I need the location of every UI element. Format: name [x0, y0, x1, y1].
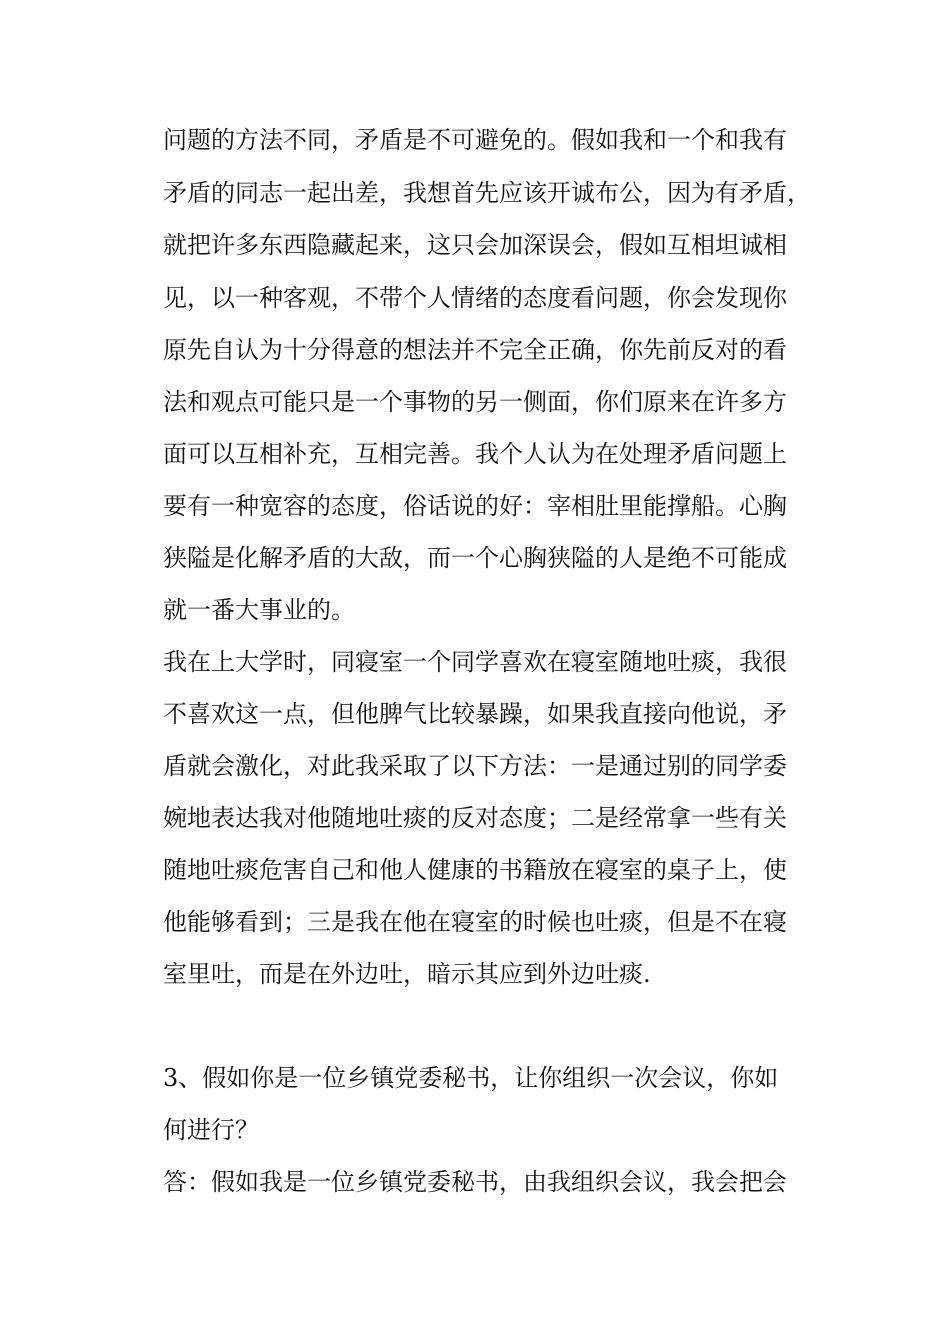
- paragraph-1-line: 原先自认为十分得意的想法并不完全正确，你先前反对的看: [163, 336, 787, 364]
- paragraph-2-line: 随地吐痰危害自己和他人健康的书籍放在寝室的桌子上，使: [163, 856, 787, 884]
- paragraph-2-line: 我在上大学时，同寝室一个同学喜欢在寝室随地吐痰，我很: [163, 648, 787, 676]
- paragraph-2-line: 室里吐，而是在外边吐，暗示其应到外边吐痰.: [163, 960, 651, 988]
- paragraph-1-line: 就一番大事业的。: [163, 596, 355, 624]
- paragraph-2-line: 不喜欢这一点，但他脾气比较暴躁，如果我直接向他说，矛: [163, 700, 787, 728]
- paragraph-2-line: 婉地表达我对他随地吐痰的反对态度；二是经常拿一些有关: [163, 804, 787, 832]
- paragraph-1-line: 要有一种宽容的态度，俗话说的好：宰相肚里能撑船。心胸: [163, 492, 787, 520]
- question-3-line: 何进行？: [163, 1116, 259, 1144]
- paragraph-1-line: 面可以互相补充，互相完善。我个人认为在处理矛盾问题上: [163, 440, 787, 468]
- paragraph-1-line: 狭隘是化解矛盾的大敌，而一个心胸狭隘的人是绝不可能成: [163, 544, 787, 572]
- paragraph-2-line: 盾就会激化，对此我采取了以下方法：一是通过别的同学委: [163, 752, 787, 780]
- answer-3-line: 答：假如我是一位乡镇党委秘书，由我组织会议，我会把会: [163, 1168, 787, 1196]
- paragraph-1-line: 见，以一种客观，不带个人情绪的态度看问题，你会发现你: [163, 284, 787, 312]
- paragraph-1-line: 就把许多东西隐藏起来，这只会加深误会，假如互相坦诚相: [163, 231, 787, 259]
- paragraph-1-line: 矛盾的同志一起出差，我想首先应该开诚布公，因为有矛盾，: [163, 179, 811, 207]
- paragraph-1-line: 法和观点可能只是一个事物的另一侧面，你们原来在许多方: [163, 388, 787, 416]
- paragraph-1-line: 问题的方法不同，矛盾是不可避免的。假如我和一个和我有: [163, 126, 787, 154]
- paragraph-2-line: 他能够看到；三是我在他在寝室的时候也吐痰，但是不在寝: [163, 908, 787, 936]
- question-3-line: 3、假如你是一位乡镇党委秘书，让你组织一次会议，你如: [163, 1064, 779, 1092]
